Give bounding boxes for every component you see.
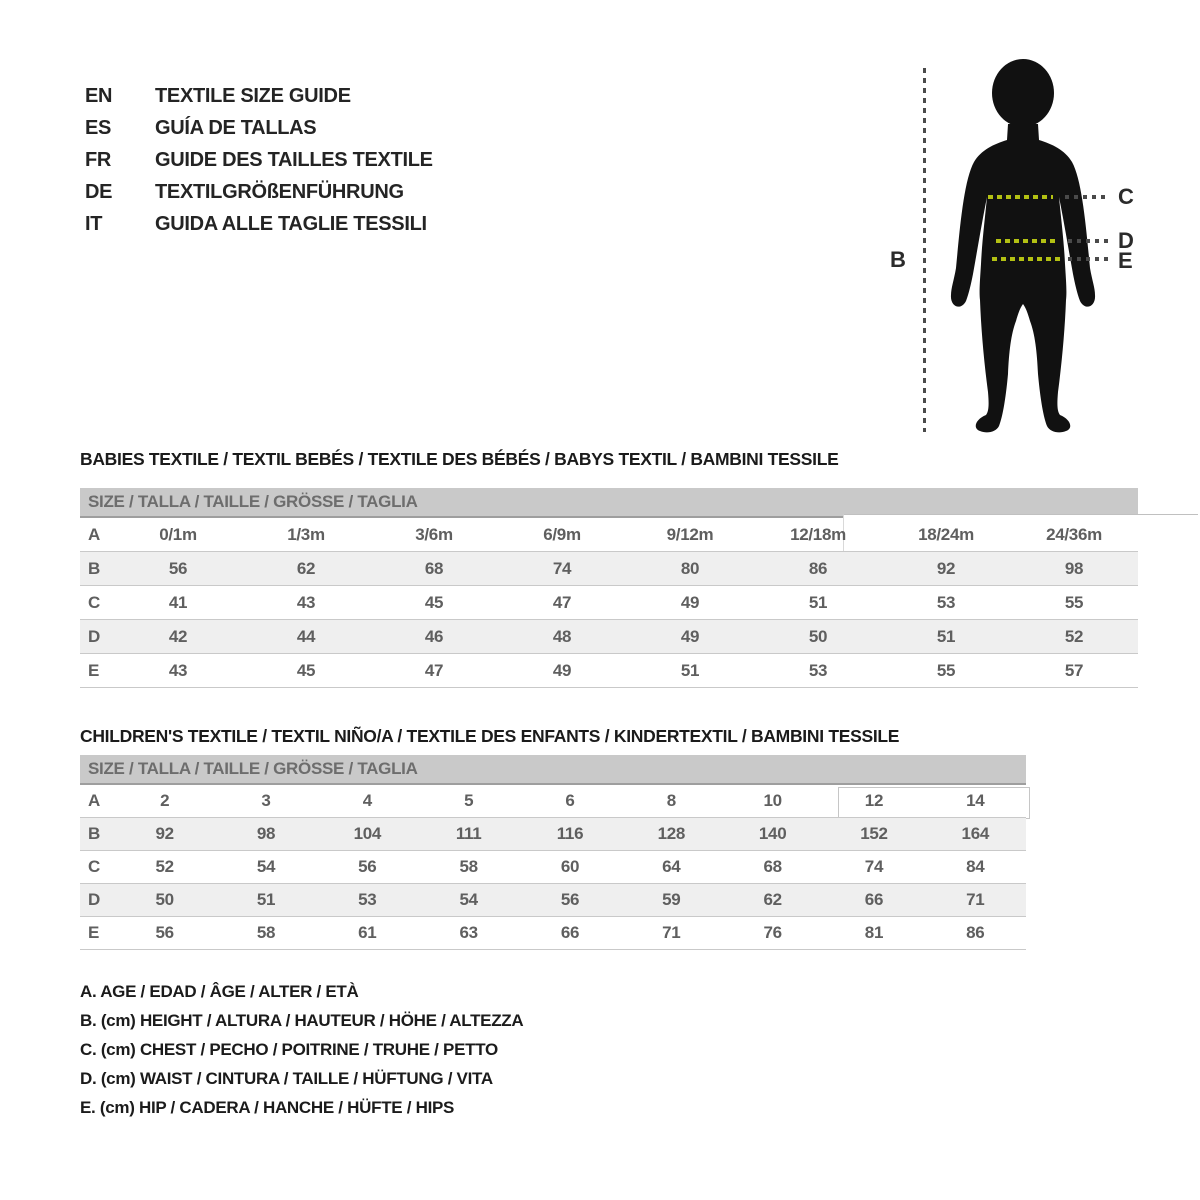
waist-measure-line bbox=[996, 239, 1058, 243]
lang-row-en bbox=[85, 80, 433, 112]
table-cell: 45 bbox=[424, 592, 444, 612]
table-cell: 49 bbox=[680, 626, 700, 646]
table-cell: 47 bbox=[552, 592, 572, 612]
table-cell: 50 bbox=[155, 890, 174, 909]
children-table-title: CHILDREN'S TEXTILE / TEXTIL NIÑO/A / TEXTILE DES ENFANTS / KINDERTEXTIL / BAMBINI TESSILE bbox=[80, 726, 900, 746]
table-cell: 59 bbox=[662, 890, 681, 909]
table-cell: 56 bbox=[155, 923, 174, 942]
table-cell: 55 bbox=[936, 660, 956, 680]
table-cell: 50 bbox=[808, 626, 828, 646]
table-cell: 63 bbox=[459, 923, 478, 942]
hip-guide-line bbox=[1068, 257, 1108, 261]
table-cell: 48 bbox=[552, 626, 572, 646]
row-label: B bbox=[88, 824, 100, 843]
lang-row-de bbox=[85, 176, 433, 208]
table-cell: 56 bbox=[358, 857, 377, 876]
lang-title: GUÍA DE TALLAS bbox=[155, 116, 317, 139]
row-label: B bbox=[88, 558, 100, 578]
table-cell: 8 bbox=[666, 791, 676, 810]
table-cell: 51 bbox=[808, 592, 828, 612]
table-cell: 84 bbox=[966, 857, 985, 876]
table-cell: 92 bbox=[155, 824, 174, 843]
table-cell: 46 bbox=[424, 626, 444, 646]
table-row-height bbox=[80, 552, 1138, 586]
table-cell: 71 bbox=[966, 890, 985, 909]
lang-code: FR bbox=[85, 148, 112, 171]
row-label: A bbox=[88, 791, 100, 810]
size-header-bar: SIZE / TALLA / TAILLE / GRÖSSE / TAGLIA bbox=[80, 755, 1026, 785]
table-cell: 4 bbox=[362, 791, 372, 810]
row-label: E bbox=[88, 660, 100, 680]
table-cell: 64 bbox=[662, 857, 681, 876]
table-cell: 51 bbox=[936, 626, 956, 646]
table-cell: 12/18m bbox=[790, 524, 846, 544]
row-label: C bbox=[88, 857, 100, 876]
table-cell: 86 bbox=[808, 558, 828, 578]
waist-label: D bbox=[1118, 228, 1134, 253]
lang-row-es bbox=[85, 112, 433, 144]
table-row-waist bbox=[80, 884, 1026, 917]
table-cell: 51 bbox=[256, 890, 276, 909]
table-row-height bbox=[80, 818, 1026, 851]
table-cell: 54 bbox=[256, 857, 276, 876]
table-cell: 41 bbox=[168, 592, 188, 612]
lang-title: TEXTILGRÖßENFÜHRUNG bbox=[155, 180, 404, 203]
chest-guide-line bbox=[1065, 195, 1109, 199]
table-cell: 47 bbox=[424, 660, 444, 680]
table-cell: 51 bbox=[680, 660, 700, 680]
table-cell: 164 bbox=[961, 824, 990, 843]
table-cell: 42 bbox=[168, 626, 188, 646]
lang-row-it bbox=[85, 208, 433, 240]
table-cell: 140 bbox=[758, 824, 787, 843]
table-cell: 3 bbox=[261, 791, 271, 810]
table-cell: 76 bbox=[763, 923, 782, 942]
lang-title: GUIDE DES TAILLES TEXTILE bbox=[155, 148, 433, 171]
lang-row-fr bbox=[85, 144, 433, 176]
table-cell: 56 bbox=[560, 890, 580, 909]
table-cell: 14 bbox=[966, 791, 985, 810]
table-cell: 62 bbox=[296, 558, 316, 578]
table-row-chest bbox=[80, 586, 1138, 620]
table-cell: 68 bbox=[424, 558, 444, 578]
babies-size-table bbox=[80, 488, 1138, 688]
table-cell: 66 bbox=[864, 890, 884, 909]
row-label: A bbox=[88, 524, 100, 544]
table-cell: 54 bbox=[459, 890, 478, 909]
table-cell: 53 bbox=[936, 592, 956, 612]
language-title-list bbox=[85, 80, 433, 240]
lang-code: IT bbox=[85, 212, 103, 235]
table-cell: 55 bbox=[1064, 592, 1084, 612]
lang-title: TEXTILE SIZE GUIDE bbox=[155, 84, 351, 107]
table-cell: 3/6m bbox=[415, 524, 453, 544]
table-cell: 61 bbox=[358, 923, 377, 942]
table-cell: 9/12m bbox=[666, 524, 714, 544]
chest-measure-line bbox=[988, 195, 1053, 199]
child-silhouette-icon bbox=[860, 40, 1190, 452]
row-label: E bbox=[88, 923, 100, 942]
table-cell: 6/9m bbox=[543, 524, 581, 544]
babies-table-title: BABIES TEXTILE / TEXTIL BEBÉS / TEXTILE DES BÉBÉS / BABYS TEXTIL / BAMBINI TESSILE bbox=[80, 449, 839, 469]
table-cell: 53 bbox=[808, 660, 828, 680]
table-cell: 62 bbox=[763, 890, 782, 909]
table-cell: 74 bbox=[864, 857, 884, 876]
table-cell: 43 bbox=[168, 660, 188, 680]
chest-label: C bbox=[1118, 184, 1134, 209]
table-cell: 2 bbox=[160, 791, 170, 810]
table-cell: 152 bbox=[860, 824, 888, 843]
table-cell: 10 bbox=[763, 791, 782, 810]
table-cell: 81 bbox=[864, 923, 884, 942]
row-label: C bbox=[88, 592, 100, 612]
table-cell: 128 bbox=[657, 824, 686, 843]
table-row-hip bbox=[80, 917, 1026, 950]
height-label: B bbox=[890, 247, 906, 272]
lang-code: ES bbox=[85, 116, 112, 139]
table-cell: 111 bbox=[455, 824, 482, 843]
hip-label: E bbox=[1118, 248, 1133, 273]
measurement-figure bbox=[860, 40, 1190, 452]
legend-age: A. AGE / EDAD / ÂGE / ALTER / ETÀ bbox=[80, 982, 359, 1001]
table-cell: 0/1m bbox=[159, 524, 197, 544]
table-cell: 116 bbox=[556, 824, 584, 843]
table-cell: 49 bbox=[680, 592, 700, 612]
table-cell: 1/3m bbox=[287, 524, 325, 544]
legend-height: B. (cm) HEIGHT / ALTURA / HAUTEUR / HÖHE / ALTEZZA bbox=[80, 1011, 524, 1030]
table-cell: 92 bbox=[936, 558, 956, 578]
table-cell: 60 bbox=[560, 857, 580, 876]
height-dashed-line bbox=[923, 68, 926, 432]
table-cell: 52 bbox=[155, 857, 174, 876]
table-cell: 24/36m bbox=[1046, 524, 1102, 544]
row-label: D bbox=[88, 890, 100, 909]
table-cell: 56 bbox=[168, 558, 188, 578]
row-label: D bbox=[88, 626, 100, 646]
table-cell: 86 bbox=[966, 923, 985, 942]
table-cell: 53 bbox=[358, 890, 377, 909]
lang-title: GUIDA ALLE TAGLIE TESSILI bbox=[155, 212, 427, 235]
table-cell: 71 bbox=[662, 923, 681, 942]
table-cell: 49 bbox=[552, 660, 572, 680]
table-row-chest bbox=[80, 851, 1026, 884]
table-cell: 12 bbox=[864, 791, 884, 810]
table-cell: 45 bbox=[296, 660, 316, 680]
table-cell: 52 bbox=[1064, 626, 1084, 646]
children-size-table bbox=[80, 755, 1026, 950]
lang-code: DE bbox=[85, 180, 113, 203]
table-cell: 43 bbox=[296, 592, 316, 612]
waist-guide-line bbox=[1068, 239, 1108, 243]
table-row-waist bbox=[80, 620, 1138, 654]
table-cell: 58 bbox=[459, 857, 478, 876]
table-cell: 57 bbox=[1064, 660, 1084, 680]
table-cell: 18/24m bbox=[918, 524, 974, 544]
table-cell: 98 bbox=[1064, 558, 1084, 578]
table-cell: 80 bbox=[680, 558, 700, 578]
hip-measure-line bbox=[992, 257, 1060, 261]
legend-chest: C. (cm) CHEST / PECHO / POITRINE / TRUHE / PETTO bbox=[80, 1040, 498, 1059]
measurement-legend bbox=[80, 982, 523, 1127]
table-cell: 68 bbox=[763, 857, 782, 876]
lang-code: EN bbox=[85, 84, 113, 107]
table-cell: 5 bbox=[464, 791, 474, 810]
table-row-hip bbox=[80, 654, 1138, 688]
table-row-age bbox=[80, 518, 1138, 552]
size-header-bar: SIZE / TALLA / TAILLE / GRÖSSE / TAGLIA bbox=[80, 488, 1138, 518]
table-cell: 44 bbox=[296, 626, 316, 646]
legend-waist: D. (cm) WAIST / CINTURA / TAILLE / HÜFTUNG / VITA bbox=[80, 1069, 493, 1088]
table-cell: 98 bbox=[256, 824, 276, 843]
table-cell: 66 bbox=[560, 923, 580, 942]
table-row-age bbox=[80, 785, 1026, 818]
table-cell: 104 bbox=[353, 824, 382, 843]
table-cell: 74 bbox=[552, 558, 572, 578]
legend-hip: E. (cm) HIP / CADERA / HANCHE / HÜFTE / HIPS bbox=[80, 1098, 455, 1117]
table-cell: 6 bbox=[565, 791, 575, 810]
table-cell: 58 bbox=[256, 923, 276, 942]
